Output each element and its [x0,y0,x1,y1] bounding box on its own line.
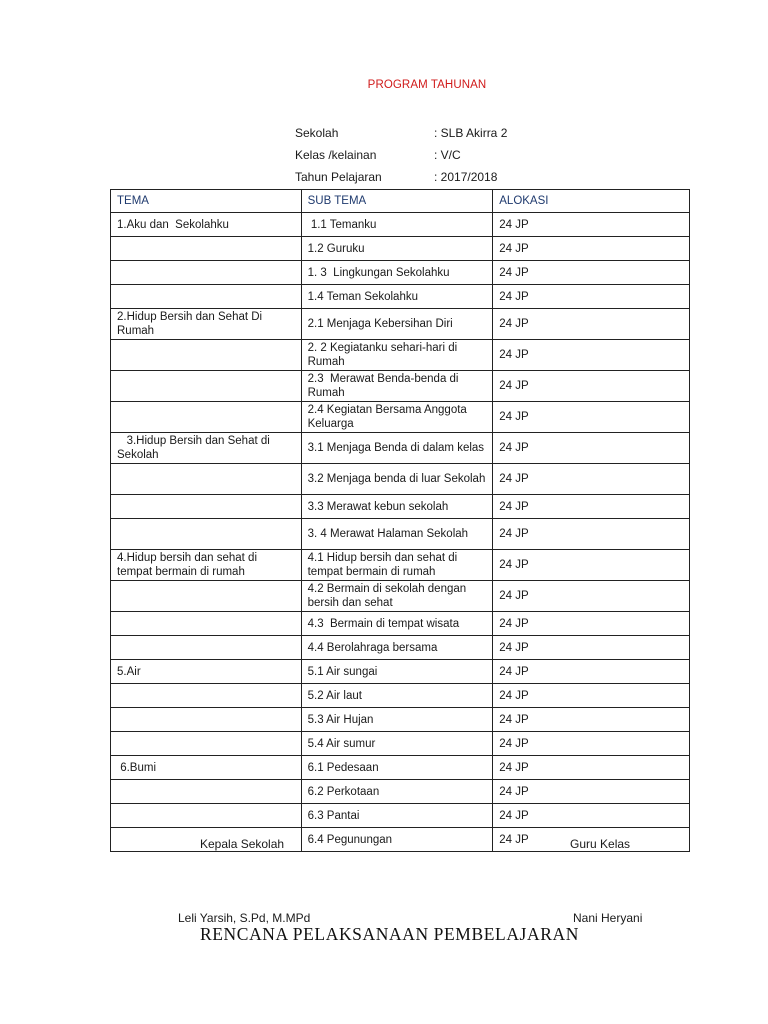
annual-program-table [110,189,690,852]
cell-alokasi: 24 JP [493,340,690,371]
principal-title: Kepala Sekolah [200,837,285,851]
cell-sub-tema: 5.2 Air laut [301,684,493,708]
cell-alokasi: 24 JP [493,804,690,828]
info-label: Sekolah [295,126,339,140]
teacher-name: Nani Heryani [573,911,643,925]
cell-tema [111,371,302,402]
cell-alokasi: 24 JP [493,550,690,581]
cell-tema [111,464,302,495]
cell-sub-tema: 4.4 Berolahraga bersama [301,636,493,660]
cell-tema [111,285,302,309]
cell-tema [111,612,302,636]
table-row [111,756,690,780]
info-row-school [295,122,507,144]
table-row [111,804,690,828]
cell-alokasi: 24 JP [493,756,690,780]
cell-alokasi: 24 JP [493,684,690,708]
cell-tema: 6.Bumi [111,756,302,780]
cell-tema [111,237,302,261]
cell-alokasi: 24 JP [493,581,690,612]
cell-alokasi: 24 JP [493,780,690,804]
cell-tema [111,684,302,708]
info-value: : V/C [434,148,461,162]
cell-sub-tema: 3. 4 Merawat Halaman Sekolah [301,519,493,550]
table-row [111,636,690,660]
cell-tema: 2.Hidup Bersih dan Sehat Di Rumah [111,309,302,340]
cell-alokasi: 24 JP [493,309,690,340]
cell-sub-tema: 4.2 Bermain di sekolah dengan bersih dan sehat [301,581,493,612]
page-title: PROGRAM TAHUNAN [367,79,487,91]
cell-alokasi: 24 JP [493,828,690,852]
info-label: Kelas /kelainan [295,148,377,162]
table-row [111,309,690,340]
cell-sub-tema: 1. 3 Lingkungan Sekolahku [301,261,493,285]
info-value: : 2017/2018 [434,170,498,184]
table-row [111,495,690,519]
cell-tema: 4.Hidup bersih dan sehat di tempat bermain di rumah [111,550,302,581]
cell-sub-tema: 5.3 Air Hujan [301,708,493,732]
cell-alokasi: 24 JP [493,519,690,550]
cell-sub-tema: 3.3 Merawat kebun sekolah [301,495,493,519]
cell-alokasi: 24 JP [493,261,690,285]
cell-sub-tema: 2.3 Merawat Benda-benda di Rumah [301,371,493,402]
table-row [111,581,690,612]
cell-alokasi: 24 JP [493,371,690,402]
table-header-row [111,190,690,213]
table-row [111,464,690,495]
cell-alokasi: 24 JP [493,708,690,732]
cell-alokasi: 24 JP [493,612,690,636]
cell-sub-tema: 1.4 Teman Sekolahku [301,285,493,309]
table-row [111,433,690,464]
cell-sub-tema: 6.1 Pedesaan [301,756,493,780]
cell-tema [111,780,302,804]
cell-sub-tema: 6.3 Pantai [301,804,493,828]
table-row [111,612,690,636]
cell-tema [111,636,302,660]
cell-sub-tema: 1.1 Temanku [301,213,493,237]
cell-tema [111,708,302,732]
table-row [111,684,690,708]
table-row [111,261,690,285]
cell-tema: 5.Air [111,660,302,684]
cell-tema: 3.Hidup Bersih dan Sehat di Sekolah [111,433,302,464]
cell-tema [111,519,302,550]
header-tema: TEMA [111,190,302,213]
cell-sub-tema: 2.4 Kegiatan Bersama Anggota Keluarga [301,402,493,433]
cell-sub-tema: 2.1 Menjaga Kebersihan Diri [301,309,493,340]
next-section-heading: RENCANA PELAKSANAAN PEMBELAJARAN [200,924,579,944]
cell-sub-tema: 5.1 Air sungai [301,660,493,684]
table-row [111,550,690,581]
cell-tema [111,732,302,756]
table-row [111,371,690,402]
cell-sub-tema: 4.1 Hidup bersih dan sehat di tempat bermain di rumah [301,550,493,581]
teacher-title: Guru Kelas [570,837,631,851]
header-sub-tema: SUB TEMA [301,190,493,213]
cell-alokasi: 24 JP [493,660,690,684]
cell-tema [111,402,302,433]
table-row [111,519,690,550]
info-label: Tahun Pelajaran [295,170,382,184]
info-row-year [295,166,507,188]
cell-alokasi: 24 JP [493,213,690,237]
cell-sub-tema: 2. 2 Kegiatanku sehari-hari di Rumah [301,340,493,371]
cell-alokasi: 24 JP [493,285,690,309]
table-row [111,237,690,261]
cell-tema [111,261,302,285]
cell-sub-tema: 4.3 Bermain di tempat wisata [301,612,493,636]
table-body [111,213,690,852]
info-value: : SLB Akirra 2 [434,126,508,140]
school-info [295,122,507,188]
table-row [111,213,690,237]
cell-tema: 1.Aku dan Sekolahku [111,213,302,237]
cell-alokasi: 24 JP [493,402,690,433]
cell-sub-tema: 6.4 Pegunungan [301,828,493,852]
cell-sub-tema: 5.4 Air sumur [301,732,493,756]
cell-sub-tema: 3.1 Menjaga Benda di dalam kelas [301,433,493,464]
cell-sub-tema: 1.2 Guruku [301,237,493,261]
cell-sub-tema: 3.2 Menjaga benda di luar Sekolah [301,464,493,495]
table-row [111,340,690,371]
cell-alokasi: 24 JP [493,495,690,519]
cell-tema [111,804,302,828]
cell-tema [111,340,302,371]
header-alokasi: ALOKASI [493,190,690,213]
cell-alokasi: 24 JP [493,237,690,261]
cell-tema [111,581,302,612]
cell-sub-tema: 6.2 Perkotaan [301,780,493,804]
table-row [111,660,690,684]
cell-alokasi: 24 JP [493,433,690,464]
table-row [111,780,690,804]
cell-alokasi: 24 JP [493,636,690,660]
cell-alokasi: 24 JP [493,464,690,495]
table-row [111,285,690,309]
table-row [111,708,690,732]
table-row [111,732,690,756]
info-row-class [295,144,507,166]
table-row [111,402,690,433]
cell-alokasi: 24 JP [493,732,690,756]
cell-tema [111,495,302,519]
principal-name: Leli Yarsih, S.Pd, M.MPd [178,911,311,925]
